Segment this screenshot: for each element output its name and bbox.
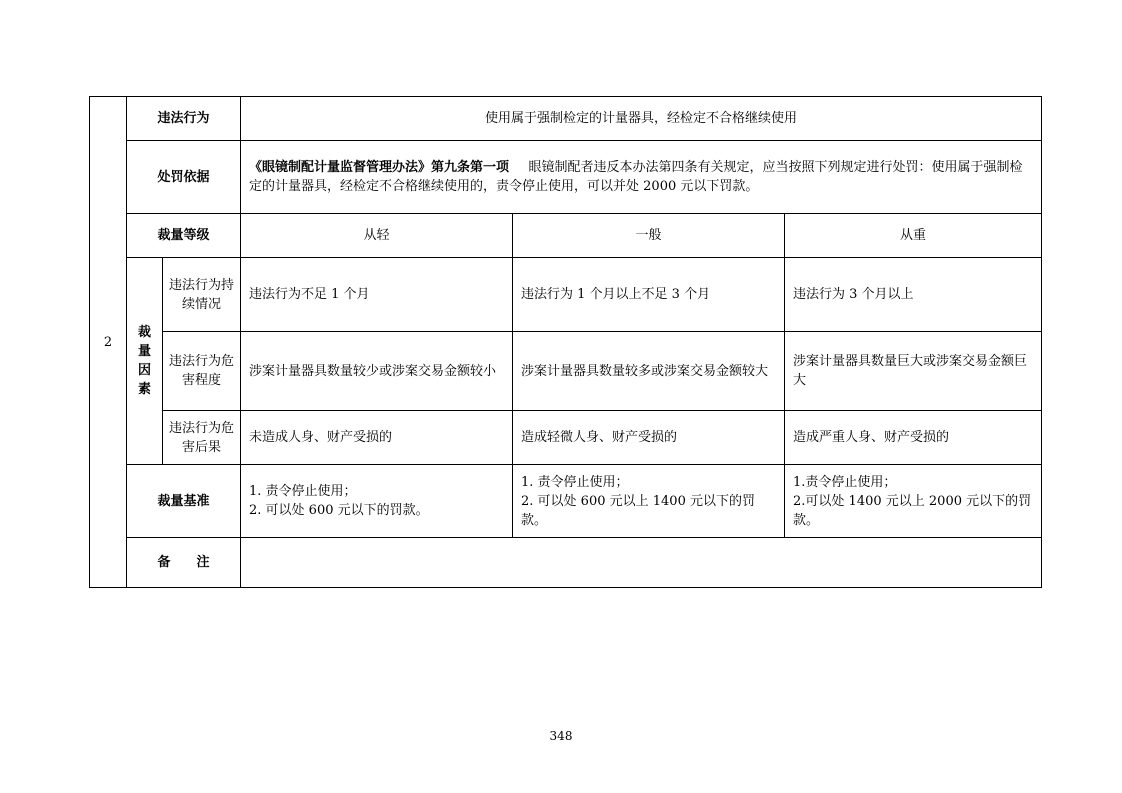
basis-title: 《眼镜制配计量监督管理办法》第九条第一项	[249, 160, 510, 175]
basis-label: 处罚依据	[127, 141, 241, 214]
standard-light-line-2: 2. 可以处 600 元以下的罚款。	[249, 503, 429, 518]
standard-normal	[513, 465, 785, 538]
level-heavy: 从重	[785, 214, 1042, 258]
factor-consequence-label: 违法行为危害后果	[163, 411, 241, 465]
basis-text: 眼镜制配者违反本办法第四条有关规定，应当按照下列规定进行处罚：使用属于强制检定的计量器具，经检定不合格继续使用的，责令停止使用，可以并处 2000 元以下罚款。	[249, 160, 1023, 194]
level-light: 从轻	[241, 214, 513, 258]
factor-duration-heavy: 违法行为 3 个月以上	[785, 258, 1042, 332]
standard-heavy-line-2: 2.可以处 1400 元以上 2000 元以下的罚款。	[793, 493, 1032, 528]
basis-cell	[241, 141, 1042, 214]
factor-degree-heavy: 涉案计量器具数量巨大或涉案交易金额巨大	[785, 332, 1042, 411]
standard-heavy	[785, 465, 1042, 538]
standard-heavy-line-1: 1.责令停止使用；	[793, 474, 897, 490]
factors-char: 素	[137, 382, 151, 397]
factor-duration-light: 违法行为不足 1 个月	[241, 258, 513, 332]
factor-consequence-heavy: 造成严重人身、财产受损的	[785, 411, 1042, 465]
factors-char: 量	[137, 344, 151, 359]
note-value	[241, 538, 1042, 588]
factors-char: 裁	[137, 325, 151, 340]
violation-value: 使用属于强制检定的计量器具，经检定不合格继续使用	[241, 97, 1042, 141]
factor-consequence-light: 未造成人身、财产受损的	[241, 411, 513, 465]
violation-label: 违法行为	[127, 97, 241, 141]
factor-degree-label: 违法行为危害程度	[163, 332, 241, 411]
standard-normal-line-2: 2. 可以处 600 元以上 1400 元以下的罚款。	[521, 493, 755, 528]
standard-light	[241, 465, 513, 538]
factor-degree-light: 涉案计量器具数量较少或涉案交易金额较小	[241, 332, 513, 411]
factor-duration-normal: 违法行为 1 个月以上不足 3 个月	[513, 258, 785, 332]
factor-consequence-normal: 造成轻微人身、财产受损的	[513, 411, 785, 465]
note-label: 备 注	[127, 538, 241, 588]
factors-label	[127, 258, 163, 465]
factor-degree-normal: 涉案计量器具数量较多或涉案交易金额较大	[513, 332, 785, 411]
row-index: 2	[90, 97, 127, 588]
standard-label: 裁量基准	[127, 465, 241, 538]
penalty-table	[89, 96, 1042, 588]
factors-char: 因	[137, 363, 151, 378]
level-normal: 一般	[513, 214, 785, 258]
level-label: 裁量等级	[127, 214, 241, 258]
standard-light-line-1: 1. 责令停止使用；	[249, 484, 357, 499]
standard-normal-line-1: 1. 责令停止使用；	[521, 474, 629, 490]
factor-duration-label: 违法行为持续情况	[163, 258, 241, 332]
page-number: 348	[549, 729, 573, 743]
